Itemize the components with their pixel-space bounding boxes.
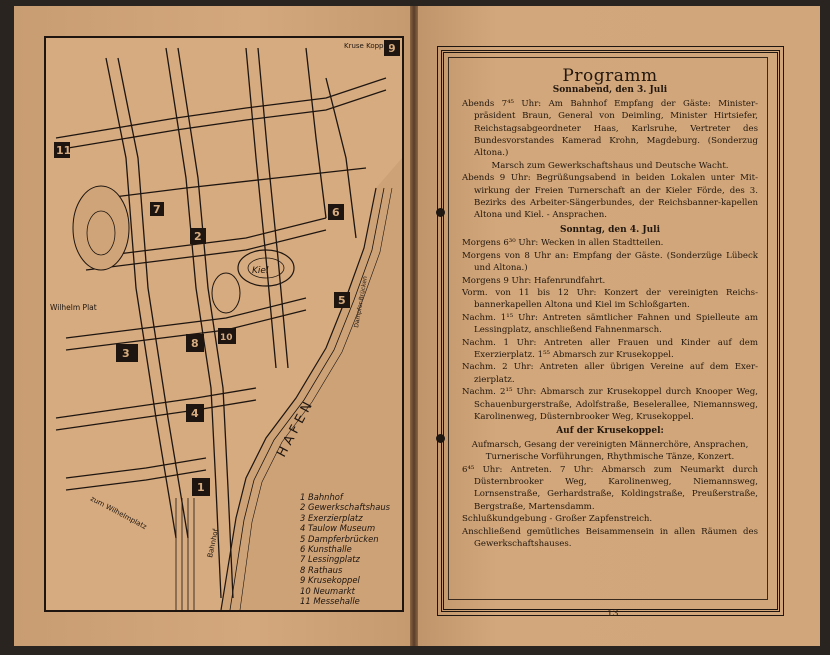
program-item: Marsch zum Gewerkschaftshaus und Deutsche Wacht. xyxy=(491,160,729,171)
marker-2: 2 xyxy=(194,230,202,243)
program-item: Nachm. 1¹⁵ Uhr: Antreten sämtlicher Fahnen und Spielleute am Lessingplatz, anschließend Fahnenmarsch. xyxy=(462,312,758,336)
label-wilhelm-platz: Wilhelm Plat xyxy=(50,303,97,312)
marker-10: 10 xyxy=(220,333,233,343)
section-heading: Auf der Krusekoppel: xyxy=(556,426,664,437)
program-item: Abends 7⁴⁵ Uhr: Am Bahnhof Empfang der Gäste: Minister-präsident Braun, General von Deimling, Minister Hirtsiefer, Reichstagsabgeordneter Haas, Karlsruhe, Vertreter des Bundesvorstandes Kamerad Krohn, Magdeburg. (Sonderzug Altona.) xyxy=(462,98,758,159)
marker-7: 7 xyxy=(153,203,161,216)
legend-item: 3 Exerzierplatz xyxy=(300,512,363,523)
legend-item: 8 Rathaus xyxy=(300,564,343,575)
marker-4: 4 xyxy=(191,407,199,420)
legend-item: 4 Taulow Museum xyxy=(300,523,376,534)
legend-item: 10 Neumarkt xyxy=(300,585,355,596)
marker-8: 8 xyxy=(191,337,199,350)
programm-title: Programm xyxy=(562,66,658,86)
program-item: Morgens 6³⁰ Uhr: Wecken in allen Stadtteilen. xyxy=(462,238,664,249)
program-item: Morgens 9 Uhr: Hafenrundfahrt. xyxy=(462,275,606,286)
marker-3: 3 xyxy=(122,347,130,360)
marker-1: 1 xyxy=(197,481,205,494)
label-bahnhof: Bahnhof xyxy=(206,528,221,559)
legend-item: 9 Krusekoppel xyxy=(300,575,360,586)
legend-item: 1 Bahnhof xyxy=(300,492,343,502)
book-gutter xyxy=(410,6,418,646)
program-item: Aufmarsch, Gesang der vereinigten Männerchöre, Ansprachen, Turnerische Vorführungen, Rhythmische Tänze, Konzert. xyxy=(471,439,749,463)
marker-6: 6 xyxy=(332,206,340,219)
day-heading: Sonntag, den 4. Juli xyxy=(559,224,660,235)
program-item: Anschließend gemütliches Beisammensein in allen Räumen des Gewerkschaftshauses. xyxy=(462,526,758,550)
map-legend xyxy=(300,492,390,606)
marker-5: 5 xyxy=(338,294,346,307)
program-item: Schlußkundgebung - Großer Zapfenstreich. xyxy=(462,514,653,525)
legend-item: 11 Messehalle xyxy=(300,596,360,607)
program-item: Vorm. von 11 bis 12 Uhr: Konzert der vereinigten Reichs-bannerkapellen Altona und Kiel im Schloßgarten. xyxy=(462,287,758,311)
legend-item: 5 Dampferbrücken xyxy=(300,533,379,544)
program-item: Nachm. 2¹⁵ Uhr: Abmarsch zur Krusekoppel durch Knooper Weg, Schauenburgerstraße, Adolfstraße, Beselerallee, Niemannsweg, Karolinenweg, Düsternbrooker Weg, Krusekoppel. xyxy=(462,387,758,422)
program-item: 6⁴⁵ Uhr: Antreten. 7 Uhr: Abmarsch zum Neumarkt durch Düsternbrooker Weg, Karolinenweg, Niemannsweg, Lornsenstraße, Gerhardstraße, Koldingstraße, Preußerstraße, Bergstraße, Martensdamm. xyxy=(462,464,758,512)
label-kiel: Kiel xyxy=(252,266,269,276)
day-heading: Sonnabend, den 3. Juli xyxy=(552,85,668,96)
marker-11: 11 xyxy=(56,144,72,157)
page-number: 13 xyxy=(607,609,619,619)
program-item: Abends 9 Uhr: Begrüßungsabend in beiden Lokalen unter Mit-wirkung der Freien Turnerschaft an der Kieler Förde, des 3. Bezirks des Arbeiter-Sängerbundes, der Reichsbanner-kapellen Altona und Kiel. - Ansprachen. xyxy=(462,173,758,221)
label-to-wilhelmplatz: zum Wilhelmplatz xyxy=(89,494,148,532)
legend-item: 6 Kunsthalle xyxy=(300,544,352,555)
legend-item: 7 Lessingplatz xyxy=(300,554,360,565)
marker-9: 9 xyxy=(388,42,396,55)
legend-item: 2 Gewerkschaftshaus xyxy=(300,502,391,513)
label-krusekoppel: Kruse Koppel xyxy=(344,42,390,50)
program-item: Morgens von 8 Uhr an: Empfang der Gäste. (Sonderzüge Lübeck und Altona.) xyxy=(462,250,758,274)
program-item: Nachm. 1 Uhr: Antreten aller Frauen und Kinder auf dem Exerzierplatz. 1⁵⁵ Abmarsch zur Krusekoppel. xyxy=(462,337,758,360)
label-hafen: HAFEN xyxy=(274,396,318,460)
program-item: Nachm. 2 Uhr: Antreten aller übrigen Vereine auf dem Exer-zierplatz. xyxy=(462,362,758,385)
programm-text xyxy=(462,66,758,550)
label-dampfer: Dampfer-Brücken xyxy=(353,275,370,329)
